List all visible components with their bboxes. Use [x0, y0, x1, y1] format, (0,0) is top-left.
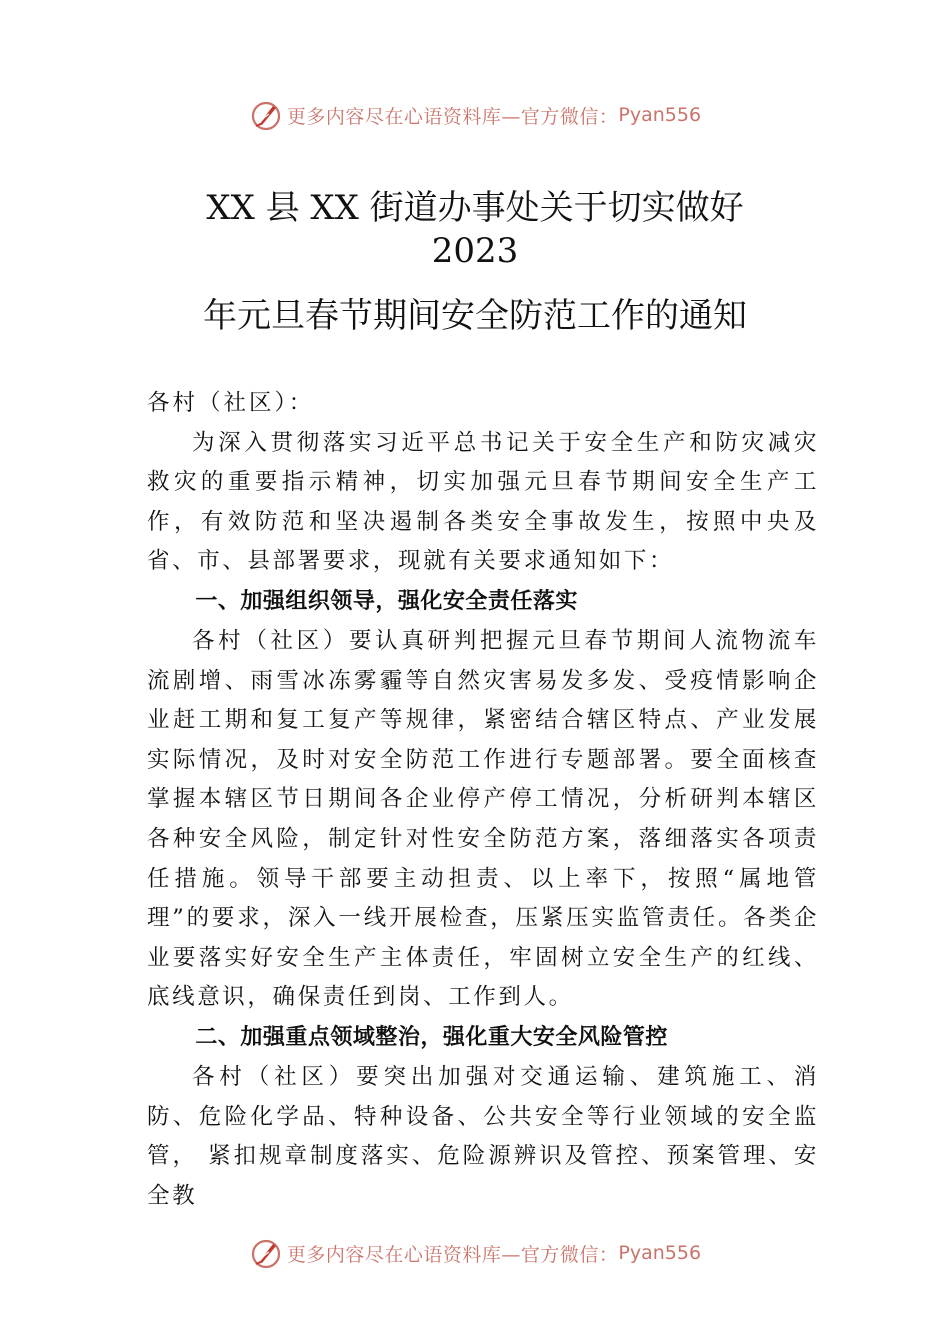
- document-title-line-3: 年元旦春节期间安全防范工作的通知: [203, 296, 747, 336]
- section-2-paragraph: 各村（社区）要突出加强对交通运输、建筑施工、消防、危险化学品、特种设备、公共安全等行业领域的安全监管， 紧扣规章制度落实、危险源辨识及管控、预案管理、安全教: [147, 1063, 819, 1209]
- watermark-footer: [0, 1233, 950, 1273]
- watermark-wechat-id: Pyan556: [618, 104, 702, 126]
- watermark-text: 更多内容尽在心语资料库—官方微信：: [286, 1243, 619, 1266]
- section-1-paragraph: 各村（社区）要认真研判把握元旦春节期间人流物流车流剧增、雨雪冰冻雾霾等自然灾害易发多发、受疫情影响企业赶工期和复工复产等规律，紧密结合辖区特点、产业发展实际情况，及时对安全防范工作进行专题部署。要全面核查掌握本辖区节日期间各企业停产停工情况，分析研判本辖区各种安全风险，制定针对性安全防范方案，落细落实各项责任措施。领导干部要主动担责、以上率下，按照“属地管理”的要求，深入一线开展检查，压紧压实监管责任。各类企业要落实好安全生产主体责任，牢固树立安全生产的红线、底线意识，确保责任到岗、工作到人。: [147, 627, 819, 1011]
- salutation: 各村（社区）：: [147, 390, 315, 416]
- document-title-line-1: XX 县 XX 街道办事处关于切实做好: [206, 188, 744, 228]
- section-2-heading: 二、加强重点领域整治，强化重大安全风险管控: [195, 1024, 668, 1050]
- watermark-wechat-id: Pyan556: [618, 1242, 702, 1264]
- document-title-line-2: 2023: [431, 231, 519, 271]
- watermark-header: [0, 95, 950, 135]
- quill-seal-icon: [249, 1236, 283, 1270]
- document-body: [147, 384, 819, 1216]
- section-1-heading: 一、加强组织领导，强化安全责任落实: [195, 588, 578, 614]
- watermark-text: 更多内容尽在心语资料库—官方微信：: [286, 105, 619, 128]
- quill-seal-icon: [249, 98, 283, 132]
- intro-paragraph: 为深入贯彻落实习近平总书记关于安全生产和防灾减灾救灾的重要指示精神，切实加强元旦春节期间安全生产工作，有效防范和坚决遏制各类安全事故发生，按照中央及省、市、县部署要求，现就有关要求通知如下：: [147, 429, 819, 575]
